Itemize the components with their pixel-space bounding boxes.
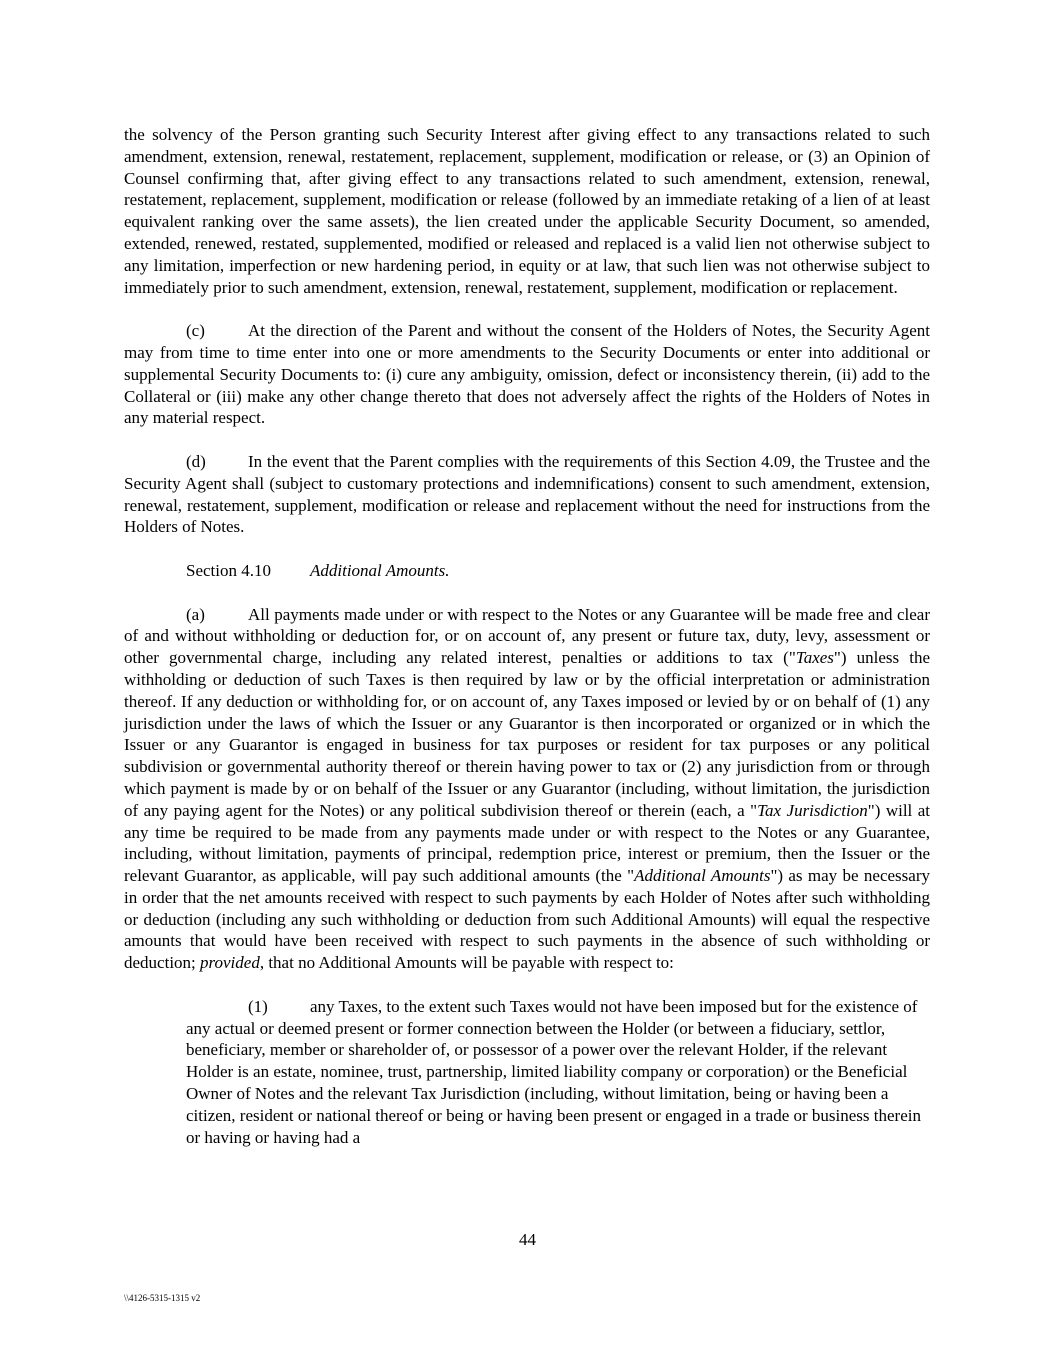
document-body [124, 124, 930, 1148]
paragraph-a-text-4: ") as may be necessary in order that the net amounts received with respect to such payments by each Holder of Notes after such withholding or deduction (including any such withholding or deduction from such Additional Amounts) will equal the respective amounts that would have been received with respect to such payments in the absence of such withholding or deduction; [124, 866, 930, 973]
paragraph-c-text: At the direction of the Parent and without the consent of the Holders of Notes, the Security Agent may from time to time enter into one or more amendments to the Security Documents or enter into additional or supplemental Security Documents to: (i) cure any ambiguity, omission, defect or inconsistency therein, (ii) add to the Collateral or (iii) make any other change thereto that does not adversely affect the rights of the Holders of Notes in any material respect. [124, 321, 930, 428]
paragraph-c-label: (c) [186, 321, 205, 341]
section-number: Section 4.10 [186, 560, 271, 580]
list-item-1-text: any Taxes, to the extent such Taxes would not have been imposed but for the existence of any actual or deemed present or former connection between the Holder (or between a fiduciary, settlor, beneficiary, member or shareholder of, or possessor of a power over the relevant Holder, if the relevant Holder is an estate, nominee, trust, partnership, limited liability company or corporation) or the Beneficial Owner of Notes and the relevant Tax Jurisdiction (including, without limitation, being or having been a citizen, resident or national thereof or being or having been present or engaged in a trade or business therein or having or having had a [186, 996, 921, 1147]
paragraph-a-text-1: All payments made under or with respect to the Notes or any Guarantee will be made free and clear of and without withholding or deduction for, or on account of, any present or future tax, duty, levy, assessment or other governmental charge, including any related interest, penalties or additions to tax (" [124, 604, 930, 668]
paragraph-d [124, 451, 930, 538]
list-item-1-label: (1) [248, 996, 268, 1016]
term-provided: provided [200, 953, 260, 973]
paragraph-a [124, 604, 930, 975]
paragraph-d-text: In the event that the Parent complies with the requirements of this Section 4.09, the Trustee and the Security Agent shall (subject to customary protections and indemnifications) consent to such amendment, extension, renewal, restatement, supplement, modification or release and replacement without the need for instructions from the Holders of Notes. [124, 451, 930, 537]
paragraph-c [124, 320, 930, 429]
list-item-1 [186, 996, 930, 1149]
paragraph-continuation: the solvency of the Person granting such Security Interest after giving effect to any transactions related to such amendment, extension, renewal, restatement, replacement, supplement, modification or release, or (3) an Opinion of Counsel confirming that, after giving effect to any transactions related to such amendment, extension, renewal, restatement, replacement, supplement, modification or release (followed by an immediate retaking of a lien of at least equivalent ranking over the same assets), the lien created under the applicable Security Document, so amended, extended, renewed, restated, supplemented, modified or released and replaced is a valid lien not otherwise subject to any limitation, imperfection or new hardening period, in equity or at law, that such lien was not otherwise subject to immediately prior to such amendment, extension, renewal, restatement, supplement, modification or replacement. [124, 125, 930, 297]
defined-term-additional-amounts: Additional Amounts [634, 866, 771, 886]
paragraph-a-label: (a) [186, 604, 205, 624]
defined-term-taxes: Taxes [795, 648, 834, 668]
paragraph-d-label: (d) [186, 451, 206, 471]
paragraph-a-text-5: , that no Additional Amounts will be payable with respect to: [259, 953, 674, 973]
section-title: Additional Amounts. [310, 560, 450, 580]
page-number: 44 [519, 1230, 536, 1249]
document-id: \\4126-5315-1315 v2 [124, 1293, 201, 1303]
defined-term-tax-jurisdiction: Tax Jurisdiction [757, 800, 868, 820]
paragraph-a-text-2: ") unless the withholding or deduction of such Taxes is then required by law or by the official interpretation or administration thereof. If any deduction or withholding for, or on account of, any Taxes imposed or levied by or on behalf of (1) any jurisdiction under the laws of which the Issuer or any Guarantor is then incorporated or organized or in which the Issuer or any Guarantor is engaged in business for tax purposes or resident for tax purposes or any political subdivision or governmental authority thereof or therein having power to tax or (2) any jurisdiction from or through which payment is made by or on behalf of the Issuer or any Guarantor (including, without limitation, the jurisdiction of any paying agent for the Notes) or any political subdivision thereof or therein (each, a " [124, 648, 931, 820]
paragraph-a-text-3: ") will at any time be required to be made from any payments made under or with respect to the Notes or any Guarantee, including, without limitation, payments of principal, redemption price, interest or premium, then the Issuer or the relevant Guarantor, as applicable, will pay such additional amounts (the " [124, 800, 931, 886]
section-heading [124, 560, 930, 582]
